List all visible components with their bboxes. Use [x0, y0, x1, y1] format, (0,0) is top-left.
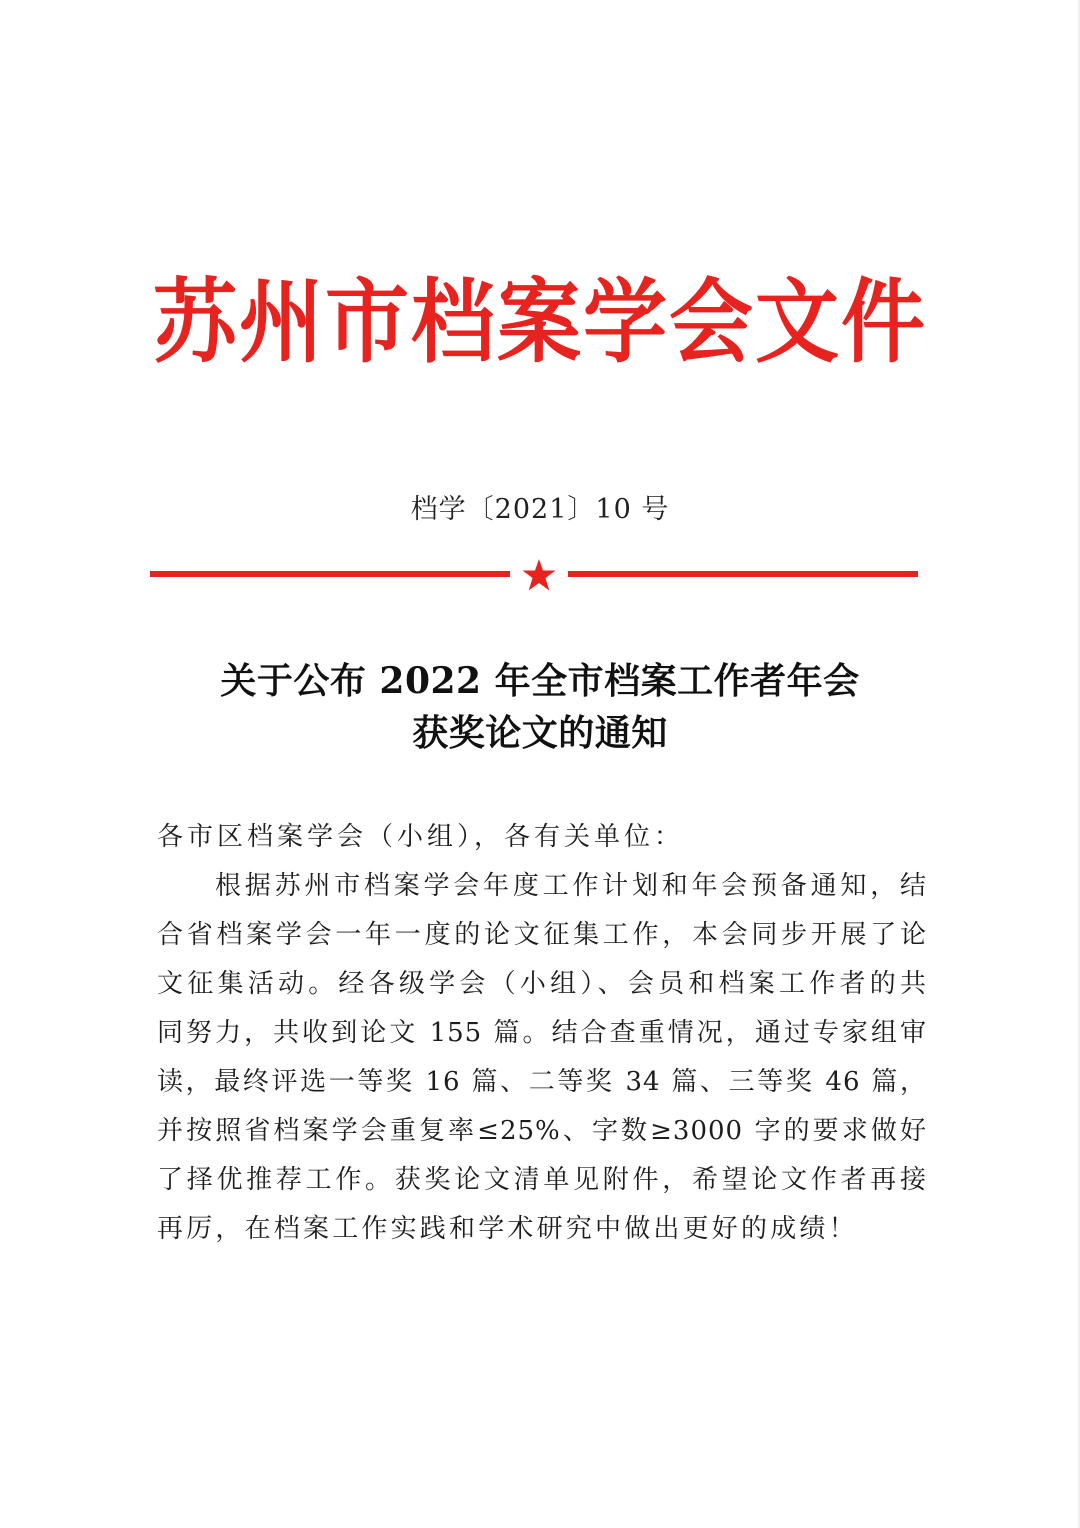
notice-body — [157, 862, 927, 1254]
star-icon — [522, 559, 556, 591]
red-divider-right-bar — [568, 571, 918, 577]
body-line: 合省档案学会一年一度的论文征集工作，本会同步开展了论 — [157, 920, 927, 950]
body-line: 文征集活动。经各级学会（小组）、会员和档案工作者的共 — [157, 969, 927, 999]
red-divider-left-bar — [150, 571, 510, 577]
red-divider — [150, 565, 918, 585]
body-line: 根据苏州市档案学会年度工作计划和年会预备通知，结 — [215, 871, 927, 901]
salutation: 各市区档案学会（小组），各有关单位： — [157, 822, 685, 852]
masthead-title: 苏州市档案学会文件 — [152, 268, 927, 375]
notice-title — [0, 655, 1080, 759]
body-line: 读，最终评选一等奖 16 篇、二等奖 34 篇、三等奖 46 篇， — [157, 1067, 927, 1097]
body-line: 再厉，在档案工作实践和学术研究中做出更好的成绩！ — [157, 1214, 858, 1244]
notice-title-line: 获奖论文的通知 — [412, 712, 668, 754]
body-line: 并按照省档案学会重复率≤25%、字数≥3000 字的要求做好 — [157, 1116, 927, 1146]
body-line: 同努力，共收到论文 155 篇。结合查重情况，通过专家组审 — [157, 1018, 927, 1048]
document-number: 档学〔2021〕10 号 — [410, 494, 670, 525]
body-line: 了择优推荐工作。获奖论文清单见附件，希望论文作者再接 — [157, 1165, 927, 1195]
notice-title-line: 关于公布 2022 年全市档案工作者年会 — [220, 660, 860, 702]
